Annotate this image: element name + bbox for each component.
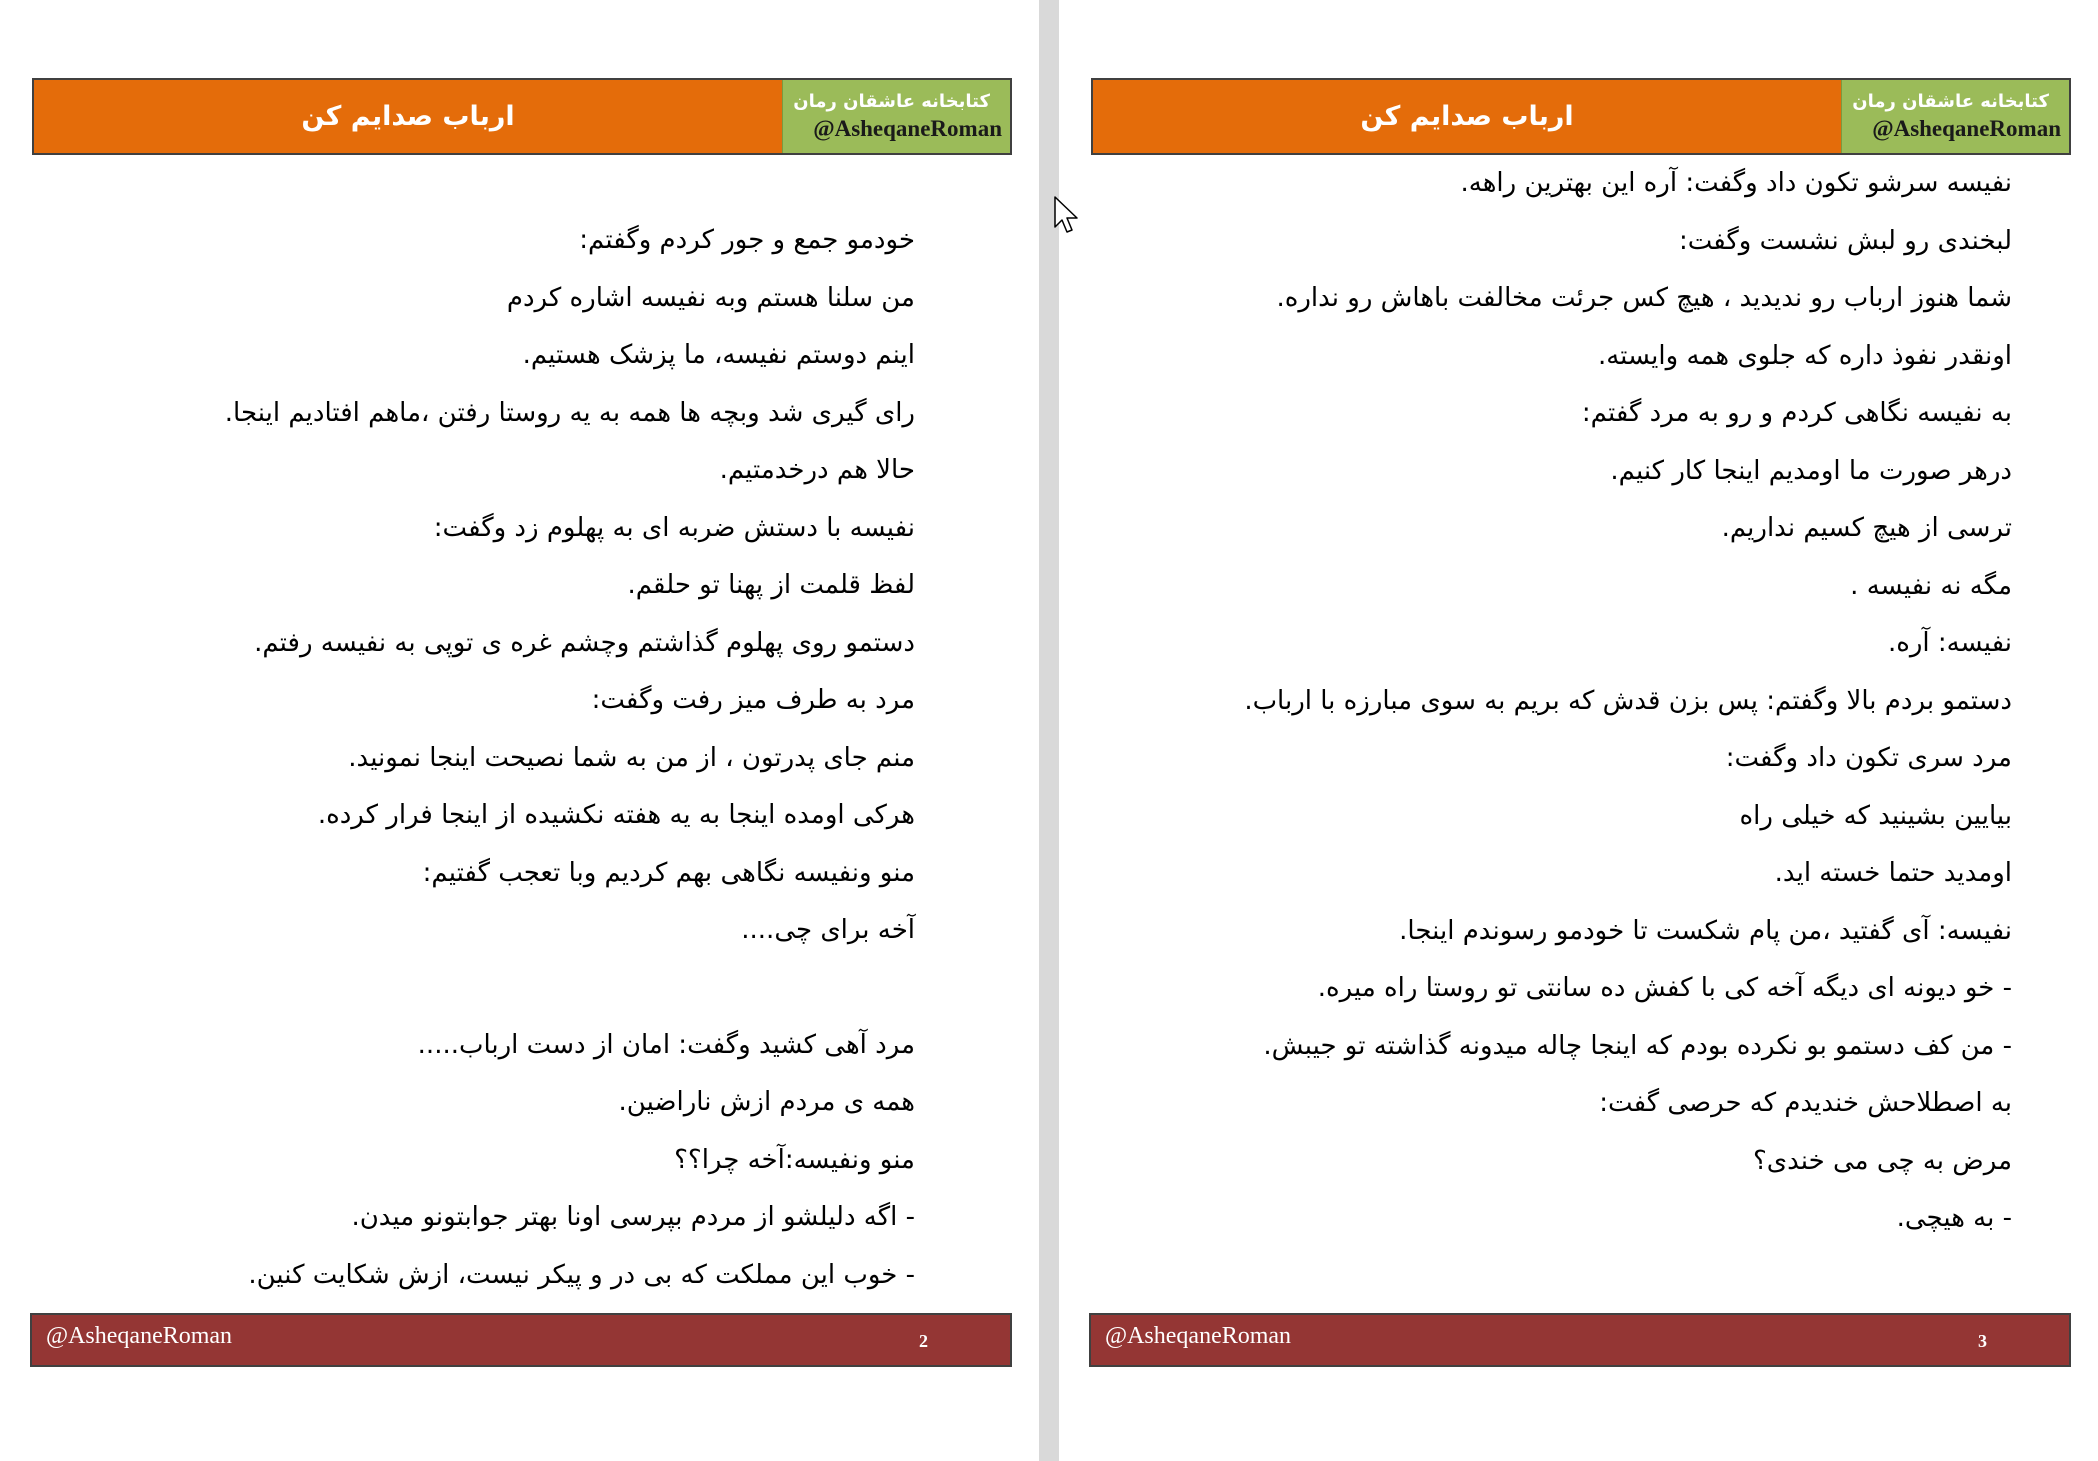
text-line: نفیسه: آره. — [1887, 628, 2012, 658]
text-line: مگه نه نفیسه . — [1850, 570, 2012, 601]
text-line: لفظ قلمت از پهنا تو حلقم. — [627, 570, 915, 600]
text-line: من سلنا هستم وبه نفیسه اشاره کردم — [506, 282, 915, 313]
library-name: کتابخانه عاشقان رمان — [793, 91, 990, 112]
text-line: همه ی مردم ازش ناراضین. — [618, 1087, 915, 1117]
document-page-left — [0, 0, 1039, 1461]
book-title: ارباب صدایم کن — [34, 80, 782, 153]
text-line: لبخندی رو لبش نشست وگفت: — [1678, 225, 2012, 256]
text-line: شما هنوز ارباب رو ندیدید ، هیچ کس جرئت مخالفت باهاش رو نداره. — [1276, 283, 2012, 313]
library-handle: @AsheqaneRoman — [813, 116, 1002, 141]
page-number: 3 — [1978, 1331, 1987, 1351]
library-brand — [1841, 80, 2069, 153]
footer-handle: @AsheqaneRoman — [46, 1323, 233, 1349]
footer-handle: @AsheqaneRoman — [1105, 1323, 1292, 1349]
text-line: مرد به طرف میز رفت وگفت: — [591, 685, 915, 715]
text-line: مرد آهی کشید وگفت: امان از دست ارباب..... — [417, 1029, 915, 1060]
text-line: مرض به چی می خندی؟ — [1753, 1145, 2012, 1176]
text-line: به نفیسه نگاهی کردم و رو به مرد گفتم: — [1581, 398, 2012, 428]
page-number: 2 — [919, 1331, 928, 1351]
text-line: منو ونفیسه نگاهی بهم کردیم وبا تعجب گفتیم: — [422, 857, 915, 888]
text-line: خودمو جمع و جور کردم وگفتم: — [579, 225, 915, 255]
mouse-pointer-icon — [1054, 196, 1080, 236]
text-line: مرد سری تکون داد وگفت: — [1725, 743, 2012, 773]
text-line: آخه برای چی.... — [741, 915, 915, 945]
text-line: اونقدر نفوذ داره که جلوی همه وایسته. — [1597, 340, 2012, 371]
text-line: دستمو روی پهلوم گذاشتم وچشم غره ی توپی به نفیسه رفتم. — [254, 627, 915, 658]
text-line: ترسی از هیچ کسیم نداریم. — [1721, 513, 2012, 543]
text-line: به اصطلاحش خندیدم که حرصی گفت: — [1599, 1088, 2012, 1118]
text-line: دستمو بردم بالا وگفتم: پس بزن قدش که بریم به سوی مبارزه با ارباب. — [1244, 685, 2012, 716]
page-body — [1152, 155, 2012, 1248]
page-header — [1091, 78, 2071, 155]
text-line: - اگه دلیلشو از مردم بپرسی اونا بهتر جوابتونو میدن. — [351, 1202, 915, 1232]
library-name: کتابخانه عاشقان رمان — [1852, 91, 2049, 112]
text-line: هرکی اومده اینجا به یه هفته نکشیده از اینجا فرار کرده. — [317, 800, 915, 830]
text-line: اومدید حتما خسته اید. — [1774, 858, 2012, 888]
page-footer — [1089, 1313, 2071, 1367]
text-line: بیایین بشینید که خیلی راه — [1739, 800, 2012, 831]
library-handle: @AsheqaneRoman — [1872, 116, 2061, 141]
text-line: حالا هم درخدمتیم. — [719, 455, 915, 485]
text-line: نفیسه با دستش ضربه ای به پهلوم زد وگفت: — [433, 512, 915, 543]
text-line: - به هیچی. — [1896, 1203, 2012, 1233]
page-body — [55, 212, 915, 1304]
text-line: - خوب این مملکت که بی در و پیکر نیست، ازش شکایت کنین. — [248, 1259, 915, 1290]
text-line: منم جای پدرتون ، از من به شما نصیحت اینجا نمونید. — [348, 742, 915, 773]
text-line: - خو دیونه ای دیگه آخه کی با کفش ده سانتی تو روستا راه میره. — [1317, 973, 2012, 1003]
text-line: نفیسه: آی گفتید ،من پام شکست تا خودمو رسوندم اینجا. — [1399, 915, 2012, 946]
book-title: ارباب صدایم کن — [1093, 80, 1841, 153]
text-line: منو ونفیسه:آخه چرا؟؟ — [674, 1144, 915, 1175]
page-footer — [30, 1313, 1012, 1367]
text-line: نفیسه سرشو تکون داد وگفت: آره این بهترین راهه. — [1460, 168, 2012, 198]
page-header — [32, 78, 1012, 155]
library-brand — [782, 80, 1010, 153]
document-page-right — [1059, 0, 2098, 1461]
text-line: درهر صورت ما اومدیم اینجا کار کنیم. — [1610, 455, 2012, 486]
text-line: رای گیری شد وبچه ها همه به یه روستا رفتن ،ماهم افتادیم اینجا. — [224, 397, 915, 428]
text-line: اینم دوستم نفیسه، ما پزشک هستیم. — [522, 340, 915, 370]
text-line: - من کف دستمو بو نکرده بودم که اینجا چاله میدونه گذاشته تو جیبش. — [1263, 1030, 2012, 1061]
